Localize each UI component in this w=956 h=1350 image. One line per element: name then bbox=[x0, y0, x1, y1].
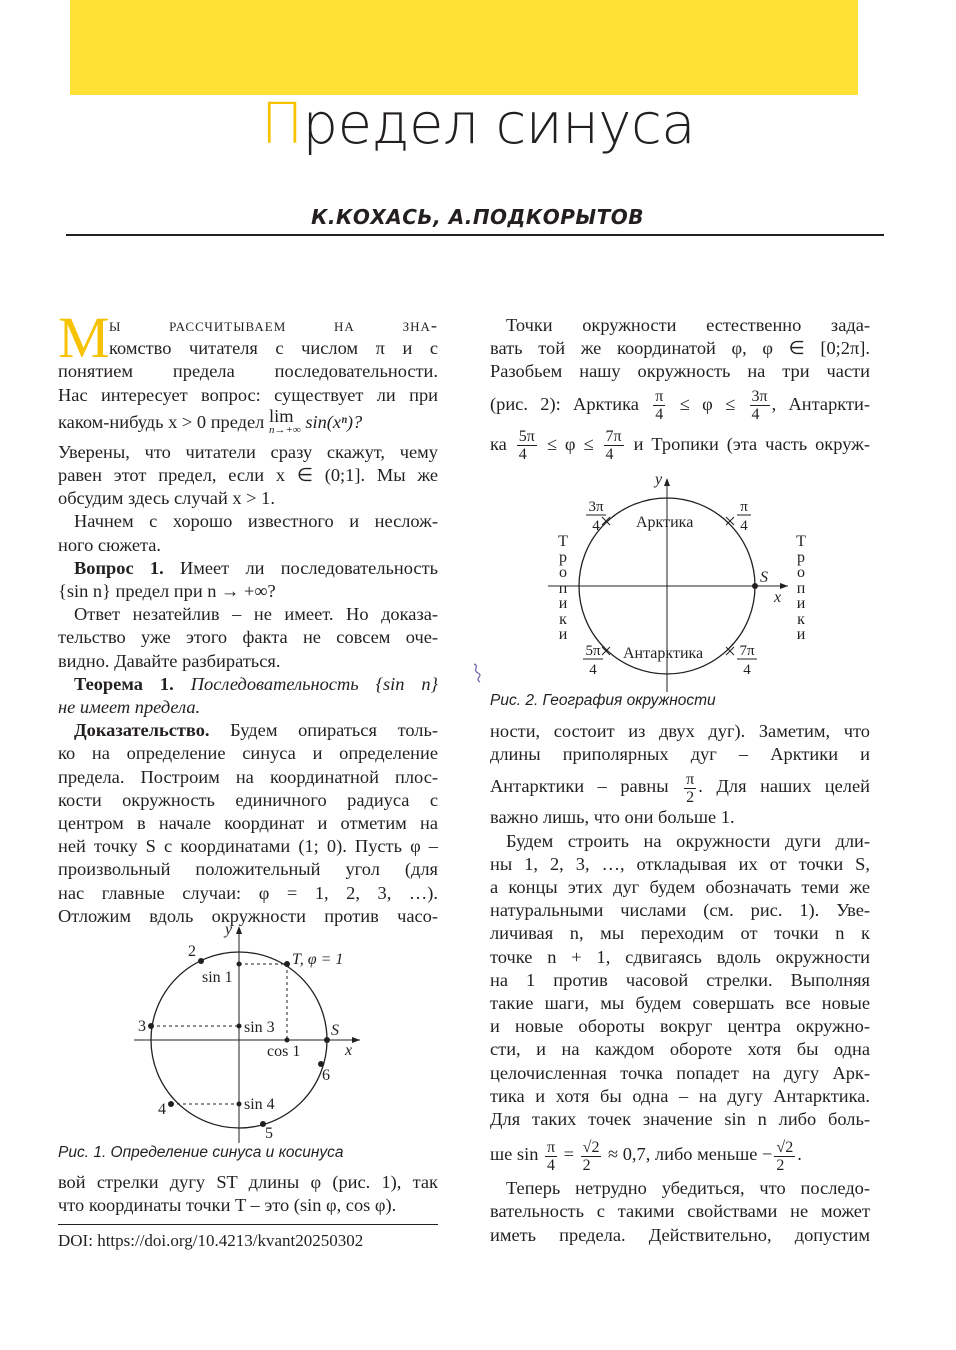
label-x: x bbox=[774, 589, 782, 606]
tick-sin4 bbox=[237, 1102, 242, 1107]
sequence-sin-n: {sin n} bbox=[58, 581, 111, 602]
question-text: Имеет ли последовательность bbox=[179, 557, 438, 578]
left-column bbox=[58, 305, 438, 928]
text-line: вой стрелки дугу ST длины φ (рис. 1), так bbox=[58, 1172, 438, 1192]
text-line: вать той же координатой φ, φ ∈ [0;2π]. bbox=[490, 338, 870, 359]
point-3 bbox=[148, 1023, 154, 1029]
denominator: 4 bbox=[547, 1156, 555, 1174]
theorem-line bbox=[58, 673, 438, 696]
label-S: S bbox=[331, 1022, 339, 1039]
text-line: и новые обороты вокруг центра окружно- bbox=[490, 1016, 870, 1037]
text-line: натуральными числами (см. рис. 1). Уве- bbox=[490, 900, 870, 921]
numerator: 5π bbox=[518, 427, 535, 445]
label-y: y bbox=[225, 921, 233, 938]
figure-2-diagram bbox=[548, 470, 818, 692]
text-line: Ответ незатейлив – не имеет. Но доказа- bbox=[74, 604, 438, 625]
frac-sqrt2-2 bbox=[774, 1139, 795, 1174]
y-arrow bbox=[236, 926, 242, 934]
text-span: ≤ φ ≤ bbox=[679, 393, 736, 414]
drop-cap: М bbox=[58, 305, 110, 370]
text-line: обсудим здесь случай x > 1. bbox=[58, 488, 275, 509]
text-line: Нас интересует вопрос: существует ли при bbox=[58, 384, 438, 405]
label-5: 5 bbox=[265, 1125, 273, 1142]
proof-text: Будем опираться толь- bbox=[230, 720, 438, 741]
frac-3pi-4 bbox=[750, 388, 770, 423]
text-line: предела. Построим на координатной плос- bbox=[58, 766, 438, 787]
frac-sqrt2-2 bbox=[581, 1139, 602, 1174]
header-banner bbox=[70, 0, 858, 95]
text-line: Уверены, что читатели сразу скажут, чему bbox=[58, 441, 438, 462]
lim-subscript: n→+∞ bbox=[268, 423, 301, 436]
theorem-text: Последовательность {sin n} bbox=[190, 673, 438, 694]
lim-word: lim bbox=[268, 405, 294, 426]
label-T: T, φ = 1 bbox=[292, 951, 344, 968]
doi: DOI: https://doi.org/10.4213/kvant20250302 bbox=[58, 1231, 364, 1250]
text-line: тельство уже этого факта не совсем оче- bbox=[58, 627, 438, 648]
text-line: ны 1, 2, 3, …, откладывая их от точки S, bbox=[490, 853, 870, 874]
denominator: 4 bbox=[518, 445, 527, 463]
text-line: важно лишь, что они больше 1. bbox=[490, 807, 735, 828]
doi-rule bbox=[58, 1224, 438, 1225]
numerator: √2 bbox=[582, 1138, 600, 1156]
point-T bbox=[284, 961, 290, 967]
label-sin1: sin 1 bbox=[202, 969, 233, 986]
figure-2-caption: Рис. 2. География окружности bbox=[490, 692, 716, 709]
text-line: ней точку S с координатами (1; 0). Пусть φ – bbox=[58, 836, 438, 857]
label-4: 4 bbox=[589, 662, 597, 678]
label-7pi: 7π bbox=[739, 643, 755, 659]
text-line: Точки окружности естественно зада- bbox=[506, 315, 870, 335]
theorem-label: Теорема 1. bbox=[74, 673, 174, 694]
text-line: ного сюжета. bbox=[58, 534, 162, 555]
point-2 bbox=[198, 958, 204, 964]
title-rule bbox=[66, 234, 884, 236]
antarctic-line bbox=[490, 424, 870, 464]
label-4: 4 bbox=[740, 518, 748, 534]
left-column-end bbox=[58, 1171, 438, 1217]
text-line: понятием предела последовательности. bbox=[58, 361, 438, 382]
label-cos1: cos 1 bbox=[267, 1043, 301, 1060]
denominator: 4 bbox=[655, 405, 664, 423]
text-line: что координаты точки T – это (sin φ, cos φ). bbox=[58, 1195, 397, 1216]
point-4 bbox=[168, 1101, 174, 1107]
text-span: ≤ φ ≤ bbox=[546, 433, 594, 454]
sqrt-line: ше sin $\frac{\pi}{4}$ = $\frac{√2}{2}$ ≈ 0,7, либо меньше − $\frac{√2}{2}$ . bbox=[490, 1138, 802, 1174]
label-4: 4 bbox=[158, 1101, 166, 1118]
point-S bbox=[324, 1037, 330, 1043]
text-line: Будем строить на окружности дуги дли- bbox=[506, 830, 870, 851]
question-text-2: предел при n → +∞? bbox=[115, 581, 276, 602]
right-column bbox=[490, 314, 870, 464]
label-6: 6 bbox=[322, 1067, 330, 1084]
denominator: 4 bbox=[605, 445, 614, 463]
text-line: длины приполярных дуг – Арктики и bbox=[490, 744, 870, 765]
numerator: π bbox=[655, 387, 664, 405]
text-line: целочисленная точка попадет на дугу Арк- bbox=[490, 1062, 870, 1083]
text-span: и Тропики (эта часть окруж- bbox=[633, 433, 870, 454]
tick-sin1 bbox=[237, 962, 242, 967]
text-line: произвольный положительный угол (для bbox=[58, 859, 438, 880]
text-line: ности, состоит из двух дуг). Заметим, что bbox=[490, 721, 870, 741]
text-line: ы рассчитываем на зна- bbox=[109, 315, 438, 335]
text-line: на 1 против часовой стрелки. Выполняя bbox=[490, 969, 870, 990]
numerator: π bbox=[686, 770, 695, 788]
label-5pi: 5π bbox=[585, 643, 601, 659]
label-4: 4 bbox=[592, 518, 600, 534]
limit-line bbox=[58, 407, 438, 441]
title-rest: редел синуса bbox=[302, 92, 696, 157]
frac-pi-4 bbox=[545, 1139, 557, 1174]
label-pi: π bbox=[740, 499, 748, 515]
label-antarctic: Антарктика bbox=[623, 645, 704, 662]
squiggle-icon bbox=[470, 662, 486, 686]
text-line: комство читателя с числом π и с bbox=[109, 338, 438, 359]
text-line: тика и хотя бы одна – на дугу Антарктика. bbox=[490, 1085, 870, 1106]
text-line: кости окружность единичного радиуса с bbox=[58, 789, 438, 810]
frac-7pi-4 bbox=[604, 428, 624, 463]
label-2: 2 bbox=[188, 943, 196, 960]
label-x: x bbox=[345, 1042, 353, 1059]
authors: К.КОХАСЬ, А.ПОДКОРЫТОВ bbox=[311, 205, 644, 229]
limit-symbol bbox=[269, 407, 301, 435]
text-line: сти, и на каждом обороте хотя бы одна bbox=[490, 1039, 870, 1060]
text-line: а концы этих дуг будем обозначать теми же bbox=[490, 877, 870, 898]
denominator: 2 bbox=[582, 1156, 591, 1174]
text-line: центром в начале координат и отметим на bbox=[58, 813, 438, 834]
frac-pi-2 bbox=[684, 771, 696, 806]
text-line: такие шаги, мы будем совершать все новые bbox=[490, 993, 870, 1014]
figure-1-caption: Рис. 1. Определение синуса и косинуса bbox=[58, 1144, 344, 1161]
label-tropics-left: Тропики bbox=[558, 533, 568, 643]
denominator: 2 bbox=[776, 1156, 785, 1174]
text-line: вательность с такими свойствами не может bbox=[490, 1201, 870, 1222]
text-line: личивая n, мы переходим от точки n к bbox=[490, 923, 870, 944]
text-line: нас главные случаи: φ = 1, 2, 3, …). bbox=[58, 882, 438, 903]
frac-pi-4 bbox=[653, 388, 665, 423]
label-sin4: sin 4 bbox=[244, 1096, 275, 1113]
label-y: y bbox=[655, 471, 663, 488]
question-line-2 bbox=[58, 580, 438, 603]
numerator: π bbox=[547, 1138, 556, 1156]
title-first-letter: П bbox=[260, 92, 303, 157]
text-line: иметь предела. Действительно, допустим bbox=[490, 1224, 870, 1245]
text-line: видно. Давайте разбираться. bbox=[58, 650, 281, 671]
text-span: . Для наших целей bbox=[698, 776, 870, 797]
text-line: Разобьем нашу окружность на три части bbox=[490, 361, 870, 382]
text-span: ≈ 0,7, либо меньше − bbox=[608, 1144, 773, 1165]
text-line: ко на определение синуса и определение bbox=[58, 743, 438, 764]
question-label: Вопрос 1. bbox=[74, 557, 164, 578]
text-span: ка bbox=[490, 433, 507, 454]
text-line: не имеет предела. bbox=[58, 697, 201, 718]
text-line: Начнем с хорошо известного и неслож- bbox=[74, 511, 438, 532]
right-column-cont bbox=[490, 720, 870, 1247]
text-line: равен этот предел, если x ∈ (0;1]. Мы же bbox=[58, 465, 438, 486]
text-span: (рис. 2): Арктика bbox=[490, 393, 639, 414]
numerator: 7π bbox=[605, 427, 622, 445]
label-3: 3 bbox=[138, 1018, 146, 1035]
tick-sin3 bbox=[237, 1024, 242, 1029]
question-line bbox=[58, 557, 438, 580]
label-3pi: 3π bbox=[588, 499, 604, 515]
text-line: Для таких точек значение sin n либо боль- bbox=[490, 1109, 870, 1130]
numerator: 3π bbox=[751, 387, 768, 405]
label-tropics-right: Тропики bbox=[796, 533, 806, 643]
denominator: 4 bbox=[751, 405, 760, 423]
polar-length-line bbox=[490, 766, 870, 806]
numerator: √2 bbox=[776, 1138, 794, 1156]
x-arrow bbox=[780, 583, 788, 589]
text-span: Антарктики – равны bbox=[490, 776, 669, 797]
text-span: , Антаркти- bbox=[771, 393, 870, 414]
limit-expression: sin(xⁿ)? bbox=[305, 411, 363, 432]
article-title bbox=[0, 92, 956, 157]
tick-cos1 bbox=[285, 1038, 290, 1043]
y-arrow bbox=[664, 478, 670, 486]
label-sin3: sin 3 bbox=[244, 1019, 275, 1036]
x-arrow bbox=[352, 1037, 360, 1043]
label-4: 4 bbox=[743, 662, 751, 678]
limit-prefix: каком-нибудь x > 0 предел bbox=[58, 411, 265, 432]
proof-label: Доказательство. bbox=[74, 720, 210, 741]
arctic-line bbox=[490, 384, 870, 424]
frac-5pi-4 bbox=[517, 428, 537, 463]
figure-1-diagram bbox=[120, 918, 370, 1143]
label-arctic: Арктика bbox=[636, 514, 694, 531]
denominator: 2 bbox=[686, 788, 695, 806]
point-S bbox=[752, 583, 758, 589]
text-span: ше sin bbox=[490, 1144, 539, 1165]
text-line: Отложим вдоль окружности против часо- bbox=[58, 905, 438, 926]
text-line: точке n + 1, сдвигаясь вдоль окружности bbox=[490, 946, 870, 967]
proof-line bbox=[58, 719, 438, 742]
text-line: Теперь нетрудно убедиться, что последо- bbox=[506, 1178, 870, 1199]
label-S: S bbox=[760, 569, 768, 586]
